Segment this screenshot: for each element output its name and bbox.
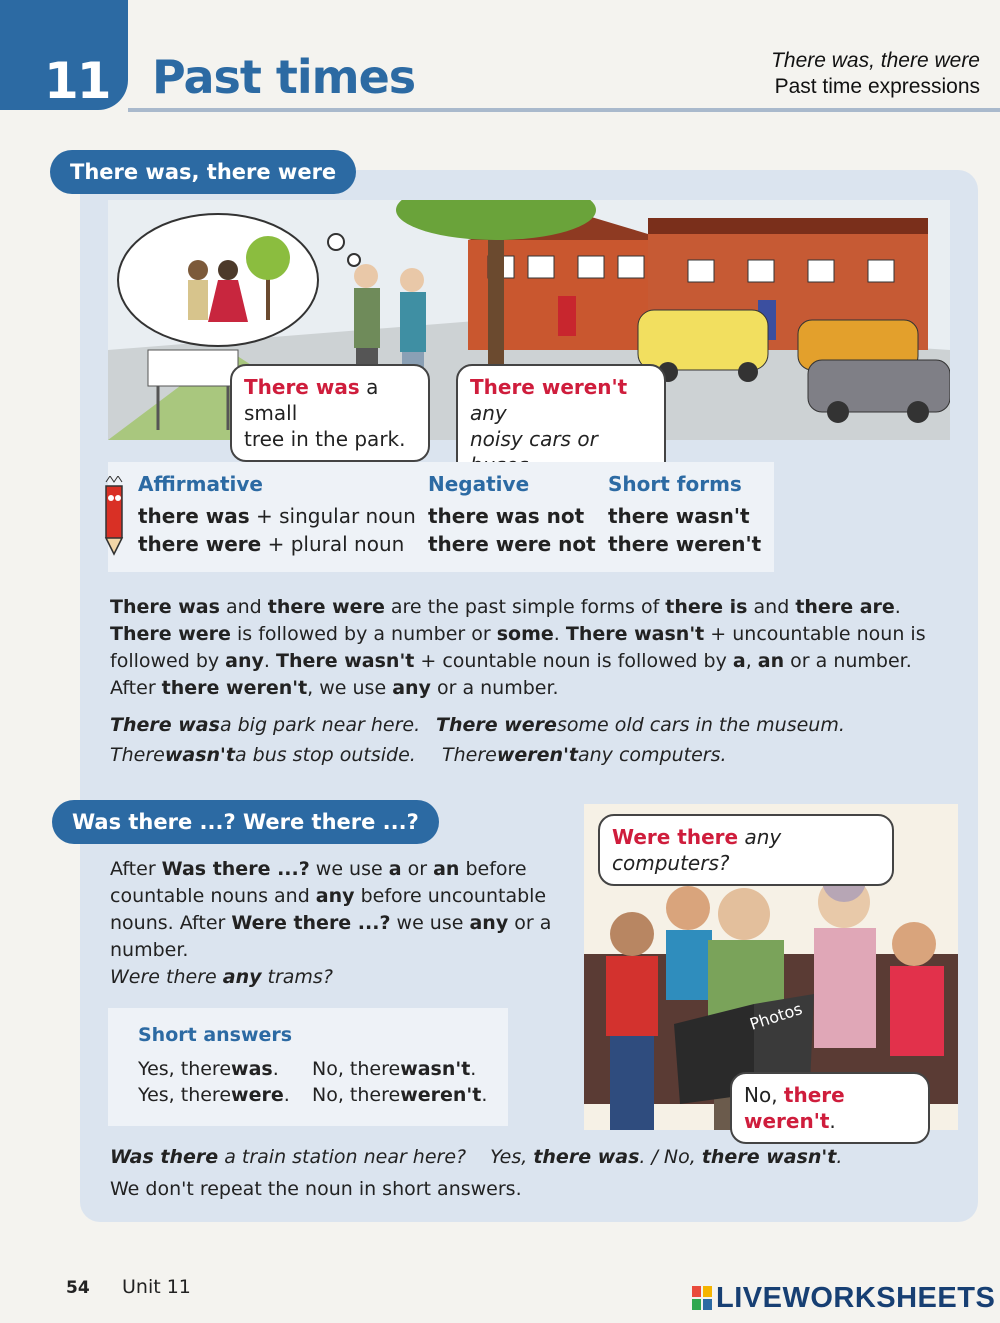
photo-album-label: Photos	[747, 999, 805, 1034]
liveworksheets-brand[interactable]: LIVEWORKSHEETS	[716, 1282, 996, 1314]
topic-2: Past time expressions	[774, 75, 980, 98]
bubble-4-highlight: there weren't	[744, 1083, 845, 1133]
girl	[890, 922, 944, 1056]
example-2: There weresome old cars in the museum.	[436, 714, 845, 736]
bubble-1-text-b: tree in the park.	[244, 427, 406, 451]
short-forms-header: Short forms	[608, 472, 742, 496]
speech-bubble-were-there	[598, 814, 894, 886]
page-number: 54	[66, 1278, 90, 1298]
negative-column	[428, 470, 596, 558]
final-example: Was there a train station near here? Yes, there was. / No, there wasn't.	[110, 1146, 843, 1168]
example-row-2	[110, 740, 845, 770]
short-form-row-1: there wasn't	[608, 504, 750, 528]
short-forms-column	[608, 470, 761, 558]
final-note: We don't repeat the noun in short answers.	[110, 1178, 522, 1200]
negative-header: Negative	[428, 472, 530, 496]
pencil-mascot-icon	[94, 476, 134, 556]
speech-bubble-no-there-werent	[730, 1072, 930, 1144]
short-answers-row-1: Yes, therewas. No, therewasn't.	[138, 1058, 477, 1080]
topic-list	[771, 48, 980, 100]
question-example: Were there any trams?	[110, 966, 333, 988]
negative-row-2: there were not	[428, 532, 596, 556]
affirmative-header: Affirmative	[138, 472, 263, 496]
liveworksheets-logo-icon	[692, 1286, 712, 1310]
page-title: Past times	[152, 50, 416, 104]
bubble-3-highlight: Were there	[612, 825, 739, 849]
bubble-2-highlight: There weren't	[470, 375, 628, 399]
short-answers-title: Short answers	[138, 1024, 293, 1046]
example-row-1	[110, 710, 845, 740]
question-rules-paragraph: After Was there ...? we use a or an before countable nouns and any before uncountable nouns. After Were there ...? we use any or a number.	[110, 858, 552, 961]
section-heading-there-was: There was, there were	[50, 150, 356, 194]
rule-line-2: There were is followed by a number or some. There wasn't + uncountable noun is	[110, 623, 926, 645]
affirmative-column	[138, 470, 416, 558]
example-1: There wasa big park near here.	[110, 714, 421, 736]
bubble-4-suffix: .	[829, 1109, 836, 1133]
bubble-3-text: any computers?	[612, 825, 782, 875]
affirmative-1-bold: there was	[138, 504, 250, 528]
example-4: Thereweren'tany computers.	[442, 744, 727, 766]
affirmative-row-1	[138, 502, 416, 530]
affirmative-2-bold: there were	[138, 532, 262, 556]
affirmative-1-rest: + singular noun	[249, 504, 416, 528]
speech-bubble-there-was	[230, 364, 430, 462]
rules-paragraph	[110, 594, 940, 702]
unit-number: 11	[44, 52, 110, 110]
bubble-1-text-a: a small	[244, 375, 379, 425]
bubble-4-prefix: No,	[744, 1083, 784, 1107]
short-form-row-2: there weren't	[608, 532, 762, 556]
example-3: Therewasn'ta bus stop outside.	[110, 744, 416, 766]
negative-row-1: there was not	[428, 504, 585, 528]
affirmative-row-2	[138, 530, 416, 558]
affirmative-2-rest: + plural noun	[261, 532, 405, 556]
rule-line-3: followed by any. There wasn't + countable noun is followed by a, an or a number.	[110, 650, 912, 672]
unit-label: Unit 11	[122, 1276, 191, 1298]
bubble-1-highlight: There was	[244, 375, 360, 399]
bubble-2-text-b: noisy cars or	[470, 427, 598, 451]
bubble-2-text-a: any	[470, 401, 507, 425]
boy-left	[606, 912, 658, 1130]
title-rule	[128, 108, 1000, 112]
short-answers-row-2: Yes, therewere. No, thereweren't.	[138, 1084, 488, 1106]
topic-1: There was, there were	[771, 49, 980, 72]
boy-middle	[666, 886, 712, 1000]
rule-line-1: There was and there were are the past simple forms of there is and there are.	[110, 596, 901, 618]
section-heading-was-there: Was there ...? Were there ...?	[52, 800, 439, 844]
example-sentences	[110, 710, 845, 770]
rule-line-4: After there weren't, we use any or a number.	[110, 677, 559, 699]
